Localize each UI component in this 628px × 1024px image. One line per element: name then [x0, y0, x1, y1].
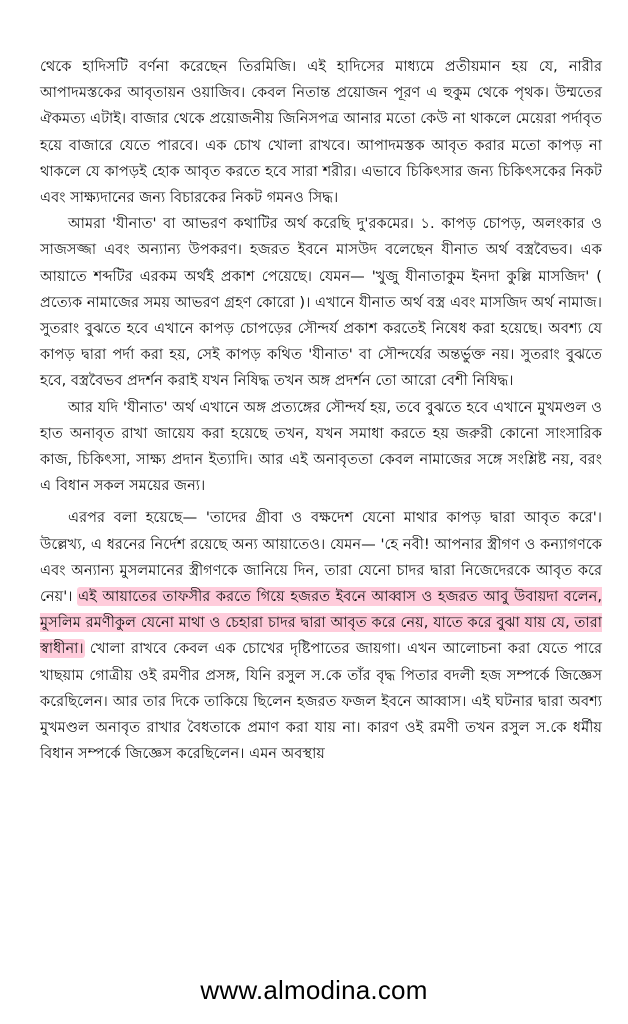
paragraph-4	[40, 505, 602, 767]
paragraph-4-before: এরপর বলা হয়েছে— 'তাদের গ্রীবা ও বক্ষদেশ যেনো মাথার কাপড় দ্বারা আবৃত করে'। উল্লেখ্য, এ ধরনের নির্দেশ রয়েছে অন্য আয়াতেও। যেমন— 'হে নবী! আপনার স্ত্রীগণ ও কন্যাগণকে এবং অন্যান্য মুসলমানের স্ত্রীগণকে জানিয়ে দিন, তারা যেনো চাদর দ্বারা নিজেদেরকে আবৃত করে নেয়'।	[40, 509, 602, 606]
paragraph-1: থেকে হাদিসটি বর্ণনা করেছেন তিরমিজি। এই হাদিসের মাধ্যমে প্রতীয়মান হয় যে, নারীর আপাদমস্তকের আবৃতায়ন ওয়াজিব। কেবল নিতান্ত প্রয়োজন পূরণ এ হুকুম থেকে পৃথক। উম্মতের ঐকমত্য এটাই। বাজার থেকে প্রয়োজনীয় জিনিসপত্র আনার মতো কেউ না থাকলে মেয়েরা পর্দাবৃত হয়ে বাজারে যেতে পারবে। এক চোখ খোলা রাখবে। আপাদমস্তক আবৃত করার মতো কাপড় না থাকলে যে কাপড়ই হোক আবৃত করতে হবে সারা শরীর। এভাবে চিকিৎসার জন্য চিকিৎসকের নিকট এবং সাক্ষ্যদানের জন্য বিচারকের নিকট গমনও সিদ্ধ।	[40, 58, 602, 207]
highlighted-passage: এই আয়াতের তাফসীর করতে গিয়ে হজরত ইবনে আব্বাস ও হজরত আবু উবায়দা বলেন, মুসলিম রমণীকুল যেনো মাথা ও চেহারা চাদর দ্বারা আবৃত করে নেয়, যাতে করে বুঝা যায় যে, তারা স্বাধীনা।	[40, 588, 602, 658]
paragraph-3: আর যদি 'যীনাত' অর্থ এখানে অঙ্গ প্রত্যঙ্গের সৌন্দর্য হয়, তবে বুঝতে হবে এখানে মুখমণ্ডল ও হাত অনাবৃত রাখা জায়েয করা হয়েছে তখন, যখন সমাধা করতে হয় জরুরী কোনো সাংসারিক কাজ, চিকিৎসা, সাক্ষ্য প্রদান ইত্যাদি। আর এই অনাবৃততা কেবল নামাজের সঙ্গে সংশ্লিষ্ট নয়, বরং এ বিধান সকল সময়ের জন্য।	[40, 398, 602, 495]
paragraph-4-after: খোলা রাখবে কেবল এক চোখের দৃষ্টিপাতের জায়গা। এখন আলোচনা করা যেতে পারে খাছয়াম গোত্রীয় ওই রমণীর প্রসঙ্গ, যিনি রসুল স.কে তাঁর বৃদ্ধ পিতার বদলী হজ সম্পর্কে জিজ্ঞেস করেছিলেন। আর তার দিকে তাকিয়ে ছিলেন হজরত ফজল ইবনে আব্বাস। এই ঘটনার দ্বারা অবশ্য মুখমণ্ডল অনাবৃত রাখার বৈধতাকে প্রমাণ করা যায় না। কারণ ওই রমণী তখন রসুল স.কে ধর্মীয় বিধান সম্পর্কে জিজ্ঞেস করেছিলেন। এমন অবস্থায়	[40, 640, 602, 763]
paragraph-2: আমরা 'যীনাত' বা আভরণ কথাটির অর্থ করেছি দু'রকমের। ১. কাপড় চোপড়, অলংকার ও সাজসজ্জা এবং অন্যান্য উপকরণ। হজরত ইবনে মাসউদ বলেছেন যীনাত অর্থ বস্ত্রবৈভব। এক আয়াতে শব্দটির এরকম অর্থই প্রকাশ পেয়েছে। যেমন— 'খুজু যীনাতাকুম ইনদা কুল্লি মাসজিদ' ( প্রত্যেক নামাজের সময় আভরণ গ্রহণ কোরো )। এখানে যীনাত অর্থ বস্ত্র এবং মাসজিদ অর্থ নামাজ। সুতরাং বুঝতে হবে এখানে কাপড় চোপড়ের সৌন্দর্য প্রকাশ করতেই নিষেধ করা হয়েছে। অবশ্য যে কাপড় দ্বারা পর্দা করা হয়, সেই কাপড় কথিত 'যীনাত' বা সৌন্দর্যের অন্তর্ভুক্ত নয়। সুতরাং বুঝতে হবে, বস্ত্রবৈভব প্রদর্শন করাই যখন নিষিদ্ধ তখন অঙ্গ প্রদর্শন তো আরো বেশী নিষিদ্ধ।	[40, 215, 603, 390]
website-footer: www.almodina.com	[200, 975, 428, 1005]
